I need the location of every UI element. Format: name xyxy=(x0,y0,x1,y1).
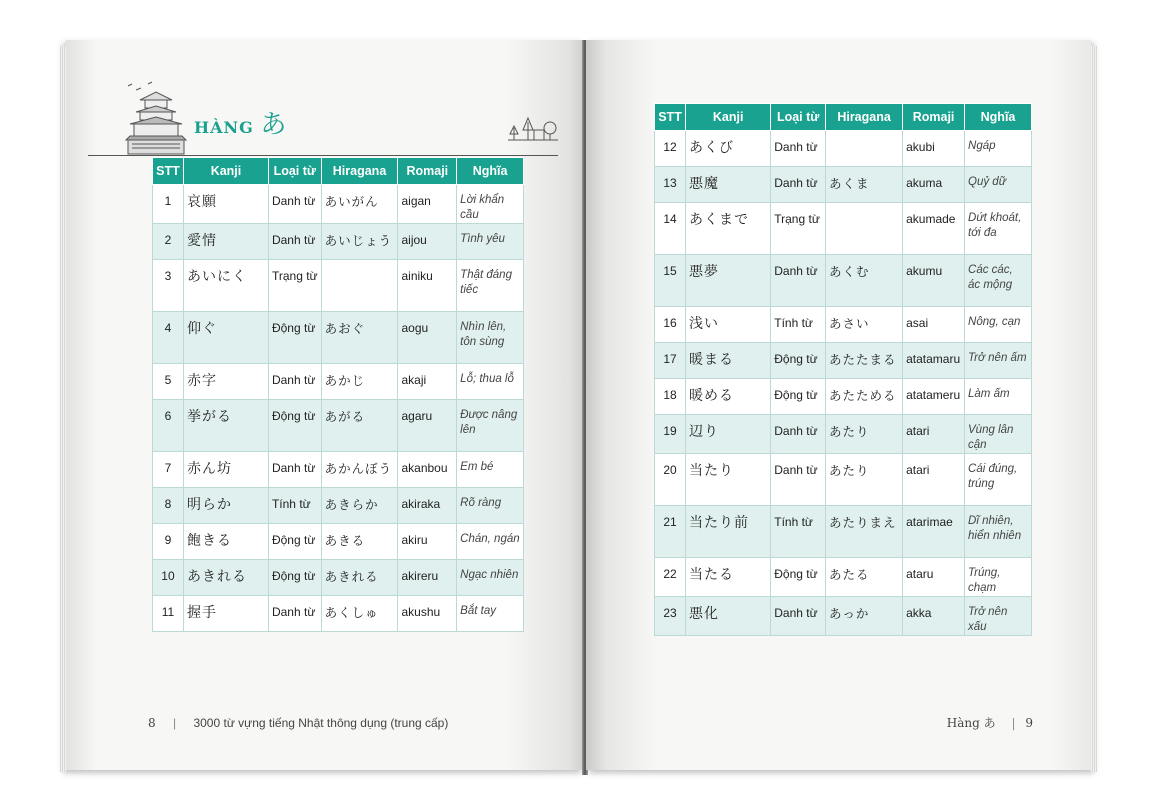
cell-romaji: atatamaru xyxy=(903,343,965,379)
cell-nghia: Tình yêu xyxy=(457,224,524,260)
column-header: Loại từ xyxy=(268,158,321,185)
column-header: Loại từ xyxy=(771,104,826,131)
cell-romaji: akaji xyxy=(398,364,457,400)
page-footer-right xyxy=(947,714,1033,731)
table-header-row xyxy=(153,158,524,185)
cell-nghia: Thật đáng tiếc xyxy=(457,260,524,312)
footer-separator: | xyxy=(1011,716,1016,730)
table-row xyxy=(655,203,1032,255)
table-row xyxy=(655,454,1032,506)
column-header: Kanji xyxy=(183,158,268,185)
cell-kanji: 悪夢 xyxy=(686,255,771,307)
cell-hira: あきらか xyxy=(321,488,398,524)
cell-kanji: 愛情 xyxy=(183,224,268,260)
cell-romaji: atari xyxy=(903,415,965,454)
cell-nghia: Các các, ác mộng xyxy=(965,255,1032,307)
cell-romaji: akiraka xyxy=(398,488,457,524)
cell-stt: 3 xyxy=(153,260,184,312)
cell-romaji: aijou xyxy=(398,224,457,260)
cell-romaji: akiru xyxy=(398,524,457,560)
page-edge xyxy=(1091,46,1097,772)
cell-type: Danh từ xyxy=(268,185,321,224)
cell-nghia: Trở nên xấu xyxy=(965,597,1032,636)
vocab-table-left xyxy=(152,157,524,632)
cell-stt: 4 xyxy=(153,312,184,364)
header-rule xyxy=(88,155,558,156)
cell-kanji: 当たり xyxy=(686,454,771,506)
table-row xyxy=(655,167,1032,203)
book-title: 3000 từ vựng tiếng Nhật thông dụng (trung cấp) xyxy=(193,716,449,730)
cell-romaji: akka xyxy=(903,597,965,636)
table-row xyxy=(153,560,524,596)
cell-kanji: 赤字 xyxy=(183,364,268,400)
cell-romaji: atarimae xyxy=(903,506,965,558)
column-header: Nghĩa xyxy=(457,158,524,185)
cell-hira: あきる xyxy=(321,524,398,560)
cell-type: Động từ xyxy=(771,558,826,597)
cell-type: Danh từ xyxy=(268,224,321,260)
cell-nghia: Ngạc nhiên xyxy=(457,560,524,596)
cell-type: Tính từ xyxy=(771,506,826,558)
table-row xyxy=(153,224,524,260)
left-page xyxy=(66,40,584,770)
section-title xyxy=(194,104,287,141)
table-row xyxy=(153,488,524,524)
cell-stt: 1 xyxy=(153,185,184,224)
table-row xyxy=(153,452,524,488)
cell-kanji: 哀願 xyxy=(183,185,268,224)
cell-kanji: あくまで xyxy=(686,203,771,255)
cell-kanji: 握手 xyxy=(183,596,268,632)
cell-type: Danh từ xyxy=(268,364,321,400)
cell-nghia: Vùng lân cận xyxy=(965,415,1032,454)
cell-nghia: Làm ấm xyxy=(965,379,1032,415)
table-row xyxy=(655,307,1032,343)
cell-hira: あいじょう xyxy=(321,224,398,260)
cell-romaji: akuma xyxy=(903,167,965,203)
cell-type: Động từ xyxy=(771,379,826,415)
cell-romaji: akanbou xyxy=(398,452,457,488)
cell-romaji: atatameru xyxy=(903,379,965,415)
table-row xyxy=(153,185,524,224)
table-row xyxy=(153,596,524,632)
cell-hira: あくま xyxy=(826,167,903,203)
cell-stt: 8 xyxy=(153,488,184,524)
cell-hira: あっか xyxy=(826,597,903,636)
cell-kanji: 暖まる xyxy=(686,343,771,379)
cell-nghia: Cái đúng, trúng xyxy=(965,454,1032,506)
cell-hira: あくしゅ xyxy=(321,596,398,632)
cell-nghia: Nhìn lên, tôn sùng xyxy=(457,312,524,364)
cell-romaji: aogu xyxy=(398,312,457,364)
table-row xyxy=(655,255,1032,307)
footer-section-label: Hàng あ xyxy=(946,716,996,730)
cell-hira: あたためる xyxy=(826,379,903,415)
cell-stt: 12 xyxy=(655,131,686,167)
cell-romaji: aigan xyxy=(398,185,457,224)
page-number: 9 xyxy=(1025,716,1033,730)
cell-romaji: akubi xyxy=(903,131,965,167)
cell-type: Trạng từ xyxy=(268,260,321,312)
table-row xyxy=(153,364,524,400)
cell-kanji: あきれる xyxy=(183,560,268,596)
cell-type: Danh từ xyxy=(771,454,826,506)
section-label: HÀNG xyxy=(194,118,254,137)
cell-hira xyxy=(321,260,398,312)
castle-icon xyxy=(118,78,198,158)
cell-stt: 21 xyxy=(655,506,686,558)
cell-hira: あおぐ xyxy=(321,312,398,364)
cell-type: Danh từ xyxy=(771,131,826,167)
cell-romaji: akumu xyxy=(903,255,965,307)
column-header: Romaji xyxy=(903,104,965,131)
cell-type: Động từ xyxy=(771,343,826,379)
cell-nghia: Rõ ràng xyxy=(457,488,524,524)
cell-hira: あたり xyxy=(826,454,903,506)
cell-stt: 11 xyxy=(153,596,184,632)
cell-hira xyxy=(826,203,903,255)
cell-nghia: Nông, cạn xyxy=(965,307,1032,343)
cell-kanji: 明らか xyxy=(183,488,268,524)
cell-type: Tính từ xyxy=(268,488,321,524)
cell-stt: 10 xyxy=(153,560,184,596)
section-kana: あ xyxy=(260,110,288,140)
cell-kanji: 赤ん坊 xyxy=(183,452,268,488)
table-row xyxy=(153,400,524,452)
cell-romaji: ainiku xyxy=(398,260,457,312)
cell-hira: あくむ xyxy=(826,255,903,307)
cell-hira: あきれる xyxy=(321,560,398,596)
page-footer-left xyxy=(148,716,448,730)
cell-stt: 9 xyxy=(153,524,184,560)
column-header: Kanji xyxy=(686,104,771,131)
cell-nghia: Được nâng lên xyxy=(457,400,524,452)
table-row xyxy=(655,415,1032,454)
table-row xyxy=(153,524,524,560)
cell-nghia: Trúng, chạm xyxy=(965,558,1032,597)
cell-hira: あかんぼう xyxy=(321,452,398,488)
cell-nghia: Trở nên ấm xyxy=(965,343,1032,379)
cell-type: Trạng từ xyxy=(771,203,826,255)
trees-icon xyxy=(508,112,558,142)
vocab-table-right xyxy=(654,103,1032,636)
cell-stt: 13 xyxy=(655,167,686,203)
cell-kanji: 当たる xyxy=(686,558,771,597)
cell-type: Danh từ xyxy=(268,452,321,488)
cell-romaji: agaru xyxy=(398,400,457,452)
cell-nghia: Em bé xyxy=(457,452,524,488)
column-header: Hiragana xyxy=(826,104,903,131)
table-row xyxy=(655,131,1032,167)
cell-kanji: 浅い xyxy=(686,307,771,343)
cell-kanji: あいにく xyxy=(183,260,268,312)
cell-romaji: akumade xyxy=(903,203,965,255)
table-row xyxy=(655,597,1032,636)
cell-kanji: 挙がる xyxy=(183,400,268,452)
table-row xyxy=(655,379,1032,415)
cell-nghia: Lời khẩn cầu xyxy=(457,185,524,224)
column-header: Hiragana xyxy=(321,158,398,185)
cell-type: Danh từ xyxy=(771,255,826,307)
cell-kanji: 暖める xyxy=(686,379,771,415)
cell-type: Tính từ xyxy=(771,307,826,343)
cell-nghia: Lỗ; thua lỗ xyxy=(457,364,524,400)
cell-stt: 6 xyxy=(153,400,184,452)
page-number: 8 xyxy=(148,716,156,730)
cell-type: Động từ xyxy=(268,400,321,452)
cell-type: Danh từ xyxy=(771,597,826,636)
table-row xyxy=(655,558,1032,597)
cell-nghia: Dứt khoát, tới đa xyxy=(965,203,1032,255)
column-header: STT xyxy=(655,104,686,131)
cell-hira: あかじ xyxy=(321,364,398,400)
cell-nghia: Quỷ dữ xyxy=(965,167,1032,203)
table-row xyxy=(655,343,1032,379)
cell-stt: 14 xyxy=(655,203,686,255)
cell-hira: あたり xyxy=(826,415,903,454)
table-row xyxy=(153,260,524,312)
column-header: Romaji xyxy=(398,158,457,185)
cell-nghia: Chán, ngán xyxy=(457,524,524,560)
cell-kanji: あくび xyxy=(686,131,771,167)
cell-type: Động từ xyxy=(268,312,321,364)
cell-kanji: 悪化 xyxy=(686,597,771,636)
cell-type: Danh từ xyxy=(771,167,826,203)
open-book xyxy=(66,40,1091,775)
cell-kanji: 悪魔 xyxy=(686,167,771,203)
cell-hira: あたたまる xyxy=(826,343,903,379)
cell-nghia: Ngáp xyxy=(965,131,1032,167)
table-header-row xyxy=(655,104,1032,131)
cell-stt: 15 xyxy=(655,255,686,307)
cell-kanji: 辺り xyxy=(686,415,771,454)
cell-hira: あいがん xyxy=(321,185,398,224)
cell-stt: 17 xyxy=(655,343,686,379)
cell-kanji: 当たり前 xyxy=(686,506,771,558)
cell-stt: 18 xyxy=(655,379,686,415)
cell-type: Động từ xyxy=(268,524,321,560)
cell-kanji: 飽きる xyxy=(183,524,268,560)
cell-romaji: asai xyxy=(903,307,965,343)
cell-type: Động từ xyxy=(268,560,321,596)
column-header: Nghĩa xyxy=(965,104,1032,131)
cell-romaji: akushu xyxy=(398,596,457,632)
cell-stt: 5 xyxy=(153,364,184,400)
cell-stt: 19 xyxy=(655,415,686,454)
cell-stt: 20 xyxy=(655,454,686,506)
cell-stt: 23 xyxy=(655,597,686,636)
page-edge xyxy=(60,46,66,772)
cell-kanji: 仰ぐ xyxy=(183,312,268,364)
column-header: STT xyxy=(153,158,184,185)
cell-type: Danh từ xyxy=(268,596,321,632)
cell-hira: あたる xyxy=(826,558,903,597)
cell-stt: 2 xyxy=(153,224,184,260)
cell-stt: 22 xyxy=(655,558,686,597)
cell-romaji: akireru xyxy=(398,560,457,596)
cell-stt: 7 xyxy=(153,452,184,488)
cell-hira xyxy=(826,131,903,167)
cell-nghia: Bắt tay xyxy=(457,596,524,632)
cell-stt: 16 xyxy=(655,307,686,343)
cell-type: Danh từ xyxy=(771,415,826,454)
cell-nghia: Dĩ nhiên, hiển nhiên xyxy=(965,506,1032,558)
footer-separator: | xyxy=(172,716,177,730)
cell-hira: あがる xyxy=(321,400,398,452)
cell-romaji: ataru xyxy=(903,558,965,597)
table-row xyxy=(153,312,524,364)
cell-hira: あたりまえ xyxy=(826,506,903,558)
table-row xyxy=(655,506,1032,558)
right-page xyxy=(586,40,1091,770)
cell-romaji: atari xyxy=(903,454,965,506)
cell-hira: あさい xyxy=(826,307,903,343)
